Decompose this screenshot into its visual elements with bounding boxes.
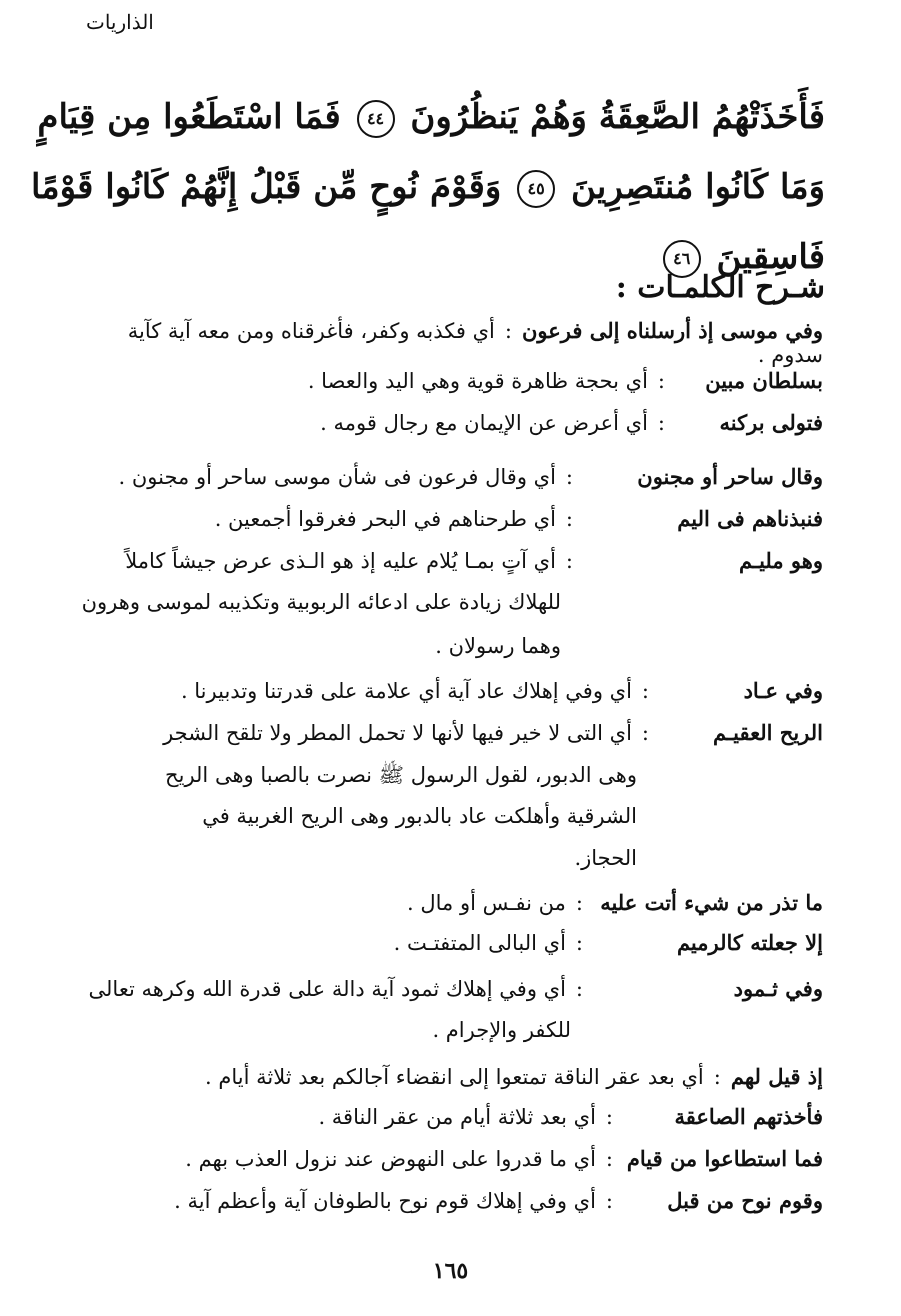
gloss-separator: : (657, 411, 665, 435)
gloss-entry (70, 678, 823, 703)
gloss-definition: أي وقال فرعون فى شأن موسى ساحر أو مجنون . (118, 465, 556, 489)
gloss-definition: أي بعد عقر الناقة تمتعوا إلى انقضاء آجالكم بعد ثلاثة أيام . (204, 1065, 704, 1089)
gloss-separator: : (657, 369, 665, 393)
gloss-entry (70, 1064, 823, 1089)
verse-text: وَمَا كَانُوا مُنتَصِرِينَ (570, 167, 825, 207)
gloss-definition: أي ما قدروا على النهوض عند نزول العذب بهم . (185, 1147, 596, 1171)
gloss-definition: أي البالى المتفتـت . (393, 931, 566, 955)
gloss-term: وقال ساحر أو مجنون (637, 464, 823, 489)
gloss-separator: : (605, 1189, 613, 1213)
gloss-entry (70, 720, 823, 745)
gloss-entry (70, 464, 823, 489)
gloss-separator: : (605, 1147, 613, 1171)
gloss-entry (70, 368, 823, 393)
gloss-term: وفي ثـمود (733, 976, 823, 1001)
gloss-term: ما تذر من شيء أتت عليه (600, 890, 823, 915)
gloss-continuation: للكفر والإجرام . (432, 1018, 571, 1042)
gloss-separator: : (641, 679, 649, 703)
gloss-separator: : (605, 1105, 613, 1129)
gloss-entry (70, 890, 823, 915)
verse-line-1 (37, 82, 825, 152)
gloss-separator: : (565, 465, 573, 489)
gloss-term: إلا جعلته كالرميم (676, 930, 823, 955)
gloss-entry (70, 976, 823, 1001)
gloss-separator: : (565, 549, 573, 573)
running-header: الذاريات (86, 10, 154, 34)
gloss-separator: : (575, 931, 583, 955)
verse-text: فَاسِقِينَ (716, 237, 825, 277)
gloss-separator: : (641, 721, 649, 745)
gloss-entry (70, 930, 823, 955)
ayah-number-marker: ٤٤ (357, 100, 395, 138)
gloss-term: بسلطان مبين (705, 368, 823, 393)
gloss-separator: : (565, 507, 573, 531)
section-title: شـرح الكلمـات : (615, 270, 825, 305)
ayah-number-marker: ٤٦ (663, 240, 701, 278)
gloss-term: فما استطاعوا من قيام (626, 1146, 823, 1171)
gloss-entry (70, 1188, 823, 1213)
gloss-term: وهو مليـم (738, 548, 823, 573)
gloss-separator: : (575, 891, 583, 915)
gloss-separator: : (575, 977, 583, 1001)
gloss-continuation: وهى الدبور، لقول الرسول ﷺ نصرت بالصبا وهى الريح (165, 763, 637, 787)
gloss-term: فتولى بركنه (719, 410, 823, 435)
gloss-definition: أي آتٍ بمـا يُلام عليه إذ هو الـذى عرض جيشاً كاملاً (125, 549, 556, 573)
gloss-entry (70, 410, 823, 435)
gloss-continuation: للهلاك زيادة على ادعائه الربوبية وتكذيبه لموسى وهرون (81, 590, 561, 614)
gloss-definition: أي بعد ثلاثة أيام من عقر الناقة . (318, 1105, 596, 1129)
verse-text: فَأَخَذَتْهُمُ الصَّعِقَةُ وَهُمْ يَنظُرُونَ (410, 97, 825, 137)
gloss-term: وفي عـاد (743, 678, 823, 703)
gloss-definition: أي أعرض عن الإيمان مع رجال قومه . (320, 411, 648, 435)
gloss-entry (70, 506, 823, 531)
gloss-term: فأخذتهم الصاعقة (674, 1104, 823, 1129)
gloss-definition: أي فكذبه وكفر، فأغرقناه ومن معه آية كآية سدوم . (127, 319, 823, 367)
gloss-definition: أي وفي إهلاك ثمود آية دالة على قدرة الله وكرهه تعالى (88, 977, 566, 1001)
verse-text: وَقَوْمَ نُوحٍ مِّن قَبْلُ إِنَّهُمْ كَانُوا قَوْمًا (31, 167, 502, 207)
quran-verses (31, 82, 825, 292)
gloss-term: وقوم نوح من قبل (667, 1188, 823, 1213)
gloss-definition: أي بحجة ظاهرة قوية وهي اليد والعصا . (307, 369, 648, 393)
gloss-separator: : (504, 319, 512, 343)
gloss-entry (70, 1104, 823, 1129)
gloss-entry (70, 548, 823, 573)
gloss-definition: من نفـس أو مال . (407, 891, 566, 915)
verse-line-2 (31, 152, 825, 222)
gloss-term: الريح العقيـم (713, 720, 823, 745)
ayah-number-marker: ٤٥ (517, 170, 555, 208)
gloss-definition: أي التى لا خير فيها لأنها لا تحمل المطر ولا تلقح الشجر (163, 721, 632, 745)
gloss-entry (70, 1146, 823, 1171)
gloss-definition: أي وفي إهلاك قوم نوح بالطوفان آية وأعظم آية . (174, 1189, 596, 1213)
gloss-continuation: وهما رسولان . (435, 634, 561, 658)
gloss-definition: أي طرحناهم في البحر فغرقوا أجمعين . (214, 507, 556, 531)
gloss-separator: : (713, 1065, 721, 1089)
gloss-definition: أي وفي إهلاك عاد آية أي علامة على قدرتنا وتدبيرنا . (180, 679, 632, 703)
gloss-term: فنبذناهم فى اليم (677, 506, 823, 531)
verse-text: فَمَا اسْتَطَعُوا مِن قِيَامٍ (37, 97, 341, 137)
gloss-continuation: الشرقية وأهلكت عاد بالدبور وهى الريح الغربية في (202, 804, 637, 828)
gloss-term: إذ قيل لهم (730, 1064, 823, 1089)
gloss-continuation: الحجاز. (574, 846, 637, 870)
gloss-entry (70, 318, 823, 367)
gloss-term: وفي موسى إذ أرسلناه إلى فرعون (521, 318, 823, 343)
page-number: ١٦٥ (432, 1258, 469, 1284)
